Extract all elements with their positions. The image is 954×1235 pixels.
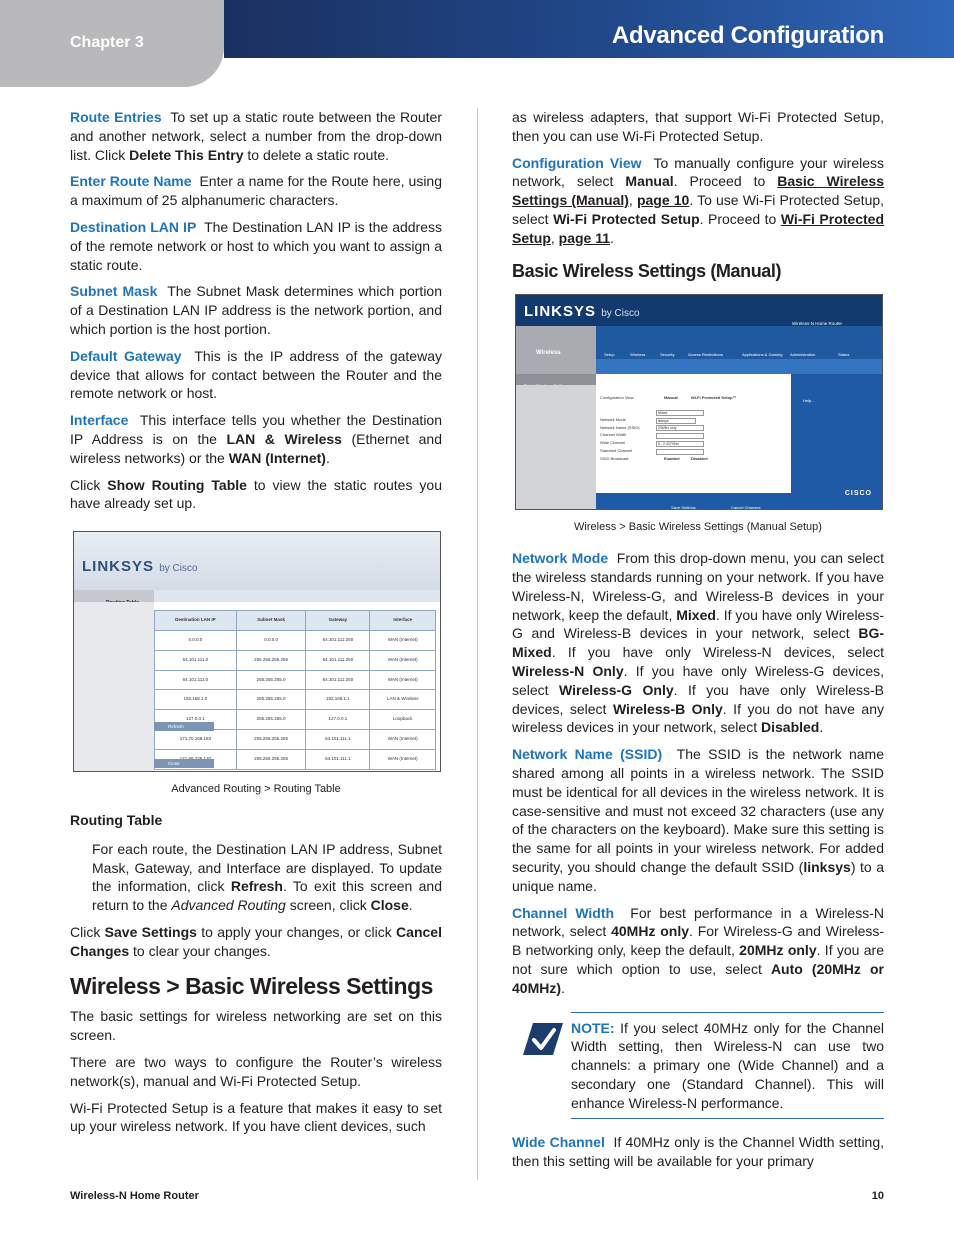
help-pane	[791, 374, 882, 509]
radio-option[interactable]: Wi-Fi Protected Setup™	[691, 395, 737, 401]
cisco-logo: CISCO	[844, 489, 872, 497]
nav-tab[interactable]: Access Restrictions	[688, 352, 723, 358]
form-select[interactable]: 6 - 2.437GHz	[656, 441, 704, 447]
form-select[interactable]: 20MHz only	[656, 425, 704, 431]
table-cell: 255.255.255.0	[236, 690, 306, 710]
figure-caption-2: Wireless > Basic Wireless Settings (Manual Setup)	[574, 521, 822, 534]
gateway-para: Default Gateway This is the IP address of the gateway device that allows for contact between the Router and the remote network or host.	[70, 347, 442, 402]
close-button[interactable]: Close	[154, 759, 214, 768]
table-cell: 255.255.255.255	[236, 729, 306, 749]
form-label: Standard Channel	[600, 448, 633, 454]
column-divider	[477, 108, 478, 1180]
form-label: Network Mode	[600, 417, 626, 423]
form-label: Wide Channel	[600, 440, 626, 446]
table-body	[155, 630, 436, 769]
linksys-header	[74, 532, 440, 590]
main-tabs	[596, 326, 882, 359]
radio-option[interactable]: Enabled	[664, 456, 680, 462]
table-header-cell: Subnet Mask	[236, 611, 306, 631]
help-link[interactable]: Help...	[803, 398, 815, 404]
linksys-logo-2: LINKSYS by Cisco	[524, 303, 640, 321]
table-row	[155, 690, 436, 710]
linksys-logo: LINKSYS by Cisco	[82, 558, 198, 576]
table-cell: WAN (Internet)	[370, 729, 436, 749]
top-strip	[154, 590, 440, 602]
table-row	[155, 729, 436, 749]
table-cell: 127.0.0.1	[306, 710, 370, 730]
wireless-ways-para: There are two ways to configure the Router’s wireless network(s), manual and Wi-Fi Protected Setup.	[70, 1053, 442, 1089]
table-cell: 64.101.111.250	[306, 650, 370, 670]
table-cell: 64.101.111.0	[155, 650, 237, 670]
table-cell: 0.0.0.0	[155, 630, 237, 650]
table-cell: 192.168.1.0	[155, 690, 237, 710]
table-cell: Loopback	[370, 710, 436, 730]
table-cell: WAN (Internet)	[370, 630, 436, 650]
channel-width-para: Channel Width For best performance in a Wireless-N network, select 40MHz only. For Wireless-G and Wireless-B networking only, keep the default, 20MHz only. If you are not sure which option to use, select Auto (20MHz or 40MHz).	[512, 904, 885, 996]
table-cell: 127.0.0.1	[155, 710, 237, 730]
table-cell: 64.101.111.0	[155, 670, 237, 690]
table-row	[155, 650, 436, 670]
routing-table-screenshot	[73, 531, 441, 772]
product-name: Wireless-N Home Router	[791, 321, 842, 327]
button-bar	[596, 493, 791, 510]
table-cell: 255.255.255.0	[236, 670, 306, 690]
table-cell: 64.101.111.1	[306, 729, 370, 749]
routing-table-heading: Routing Table	[70, 811, 163, 828]
config-view-para: Configuration View To manually configure your wireless network, select Manual. Proceed to Basic Wireless Settings (Manual), page 10. To use Wi-Fi Protected Setup, select Wi-Fi Protected Setup. Proceed to Wi-Fi Protected Setup, page 11.	[512, 154, 885, 246]
cancel-changes-button[interactable]: Cancel Changes	[731, 505, 761, 511]
table-cell: 64.101.111.1	[306, 749, 370, 769]
radio-option[interactable]: Disabled	[691, 456, 708, 462]
right-column	[512, 108, 884, 1179]
chapter-tab	[0, 0, 224, 87]
manual-subheading: Basic Wireless Settings (Manual)	[512, 260, 782, 281]
table-cell: 64.101.111.250	[306, 670, 370, 690]
left-column	[70, 108, 442, 1144]
header-bar	[224, 0, 954, 58]
table-cell: 255.255.255.0	[236, 710, 306, 730]
table-cell: 0.0.0.0	[236, 630, 306, 650]
nav-tab[interactable]: Setup	[604, 352, 615, 358]
table-cell: 255.255.255.255	[236, 650, 306, 670]
network-mode-para: Network Mode From this drop-down menu, you can select the wireless standards running on your network. If you have Wireless-N, Wireless-G, and Wireless-B devices in your network, keep the default, Mixed. If you have only Wireless-G and Wireless-B devices in your network, select BG-Mixed. If you have only Wireless-N devices, select Wireless-N Only. If you have only Wireless-G devices, select Wireless-G Only. If you have only Wireless-B devices, select Wireless-B Only. If you do not have any wireless devices in your network, select Disabled.	[512, 550, 885, 736]
note-text: NOTE: If you select 40MHz only for the Channel Width setting, then Wireless-N can use two channels: a primary one (Wide Channel) and a secondary one (Standard Channel). This will enhance Wireless-N performance.	[571, 1012, 884, 1120]
table-cell: WAN (Internet)	[370, 650, 436, 670]
table-cell: 64.101.111.250	[306, 630, 370, 650]
wide-channel-para: Wide Channel If 40MHz only is the Channel Width setting, then this setting will be available for your primary	[512, 1134, 885, 1170]
figure-caption-1: Advanced Routing > Routing Table	[171, 783, 341, 796]
wireless-intro-para: The basic settings for wireless networking are set on this screen.	[70, 1008, 442, 1044]
wps-continued-para: as wireless adapters, that support Wi-Fi Protected Setup, then you can use Wi-Fi Protected Setup.	[512, 109, 884, 144]
table-cell: 192.168.1.1	[306, 690, 370, 710]
link-wps[interactable]: Wi-Fi Protected Setup	[512, 210, 884, 246]
table-row	[155, 670, 436, 690]
route-name-para: Enter Route Name Enter a name for the Route here, using a maximum of 25 alphanumeric characters.	[70, 173, 443, 209]
checkmark-note-icon	[519, 1022, 567, 1056]
nav-tab[interactable]: Status	[838, 352, 850, 358]
table-cell: WAN (Internet)	[370, 670, 436, 690]
page-number: 10	[871, 1190, 884, 1202]
routing-table-para: For each route, the Destination LAN IP address, Subnet Mask, Gateway, and Interface are displayed. To update the information, click Refresh. To exit this screen and return to the Advanced Routing screen, click Close.	[92, 840, 442, 914]
link-basic-wireless[interactable]: Basic Wireless Settings (Manual)	[512, 173, 884, 209]
basic-wireless-screenshot	[515, 294, 883, 510]
table-header-cell: Destination LAN IP	[155, 611, 237, 631]
wireless-section: Wireless	[516, 326, 596, 374]
subnet-para: Subnet Mask The Subnet Mask determines which portion of a Destination LAN IP address is the network portion, and which portion is the host portion.	[70, 283, 443, 337]
form-select[interactable]	[656, 433, 704, 439]
table-cell: 171.70.168.183	[155, 729, 237, 749]
radio-option[interactable]: Manual	[664, 395, 678, 401]
routing-table	[154, 610, 436, 769]
table-cell: LAN & Wireless	[370, 690, 436, 710]
dest-lan-para: Destination LAN IP The Destination LAN IP is the address of the remote network or host to which you want to assign a static route.	[70, 218, 443, 273]
form-select[interactable]: Mixed	[656, 410, 704, 416]
link-page-11[interactable]: page 11	[558, 229, 611, 246]
page-title: Advanced Configuration	[611, 22, 884, 49]
table-header-cell: Interface	[370, 611, 436, 631]
form-label: Channel Width	[600, 432, 627, 438]
note-box	[512, 1012, 884, 1120]
nav-tab[interactable]: Applications & Gaming	[742, 352, 783, 358]
nav-tab[interactable]: Security	[660, 352, 675, 358]
form-label: SSID Broadcast	[600, 456, 629, 462]
sidebar-body	[74, 602, 154, 771]
table-header-row	[155, 611, 436, 631]
side-body	[516, 385, 596, 509]
wireless-header	[516, 295, 882, 326]
form-select[interactable]: linksys	[656, 418, 696, 424]
section-heading: Wireless > Basic Wireless Settings	[70, 972, 433, 999]
table-cell: WAN (Internet)	[370, 749, 436, 769]
footer-product: Wireless-N Home Router	[70, 1190, 199, 1202]
nav-tab[interactable]: Administration	[790, 352, 816, 358]
interface-para: Interface This interface tells you whether the Destination IP Address is on the LAN & Wireless (Ethernet and wireless networks) or the WAN (Internet).	[70, 412, 443, 466]
ssid-para: Network Name (SSID) The SSID is the network name shared among all points in a wireless network. The SSID must be identical for all devices in the wireless network. It is case-sensitive and must not exceed 32 characters (use any of the characters on the keyboard). Make sure this setting is the same for all points in your wireless network. For added security, you should change the default SSID (linksys) to a unique name.	[512, 746, 884, 894]
side-label-bar	[516, 374, 596, 385]
table-cell: 255.255.255.255	[236, 749, 306, 769]
table-header-cell: Gateway	[306, 611, 370, 631]
route-entries-para: Route Entries To set up a static route between the Router and another network, select a number from the drop-down list. Click Delete This Entry to delete a static route.	[70, 109, 443, 163]
save-para: Click Save Settings to apply your changes, or click Cancel Changes to clear your changes.	[70, 923, 442, 959]
nav-tab[interactable]: Wireless	[630, 352, 646, 358]
form-label: Network Name (SSID)	[600, 425, 640, 431]
refresh-button[interactable]: Refresh	[154, 722, 214, 731]
save-settings-button[interactable]: Save Settings	[671, 505, 696, 511]
wps-para: Wi-Fi Protected Setup is a feature that makes it easy to set up your wireless network. If you have client devices, such	[70, 1099, 442, 1135]
show-routing-para: Click Show Routing Table to view the static routes you have already set up.	[70, 476, 443, 512]
table-row	[155, 630, 436, 650]
chapter-label: Chapter 3	[70, 34, 144, 51]
sub-tabs	[596, 359, 882, 374]
link-page-10[interactable]: page 10	[636, 192, 690, 209]
form-label: Configuration View	[600, 395, 634, 401]
